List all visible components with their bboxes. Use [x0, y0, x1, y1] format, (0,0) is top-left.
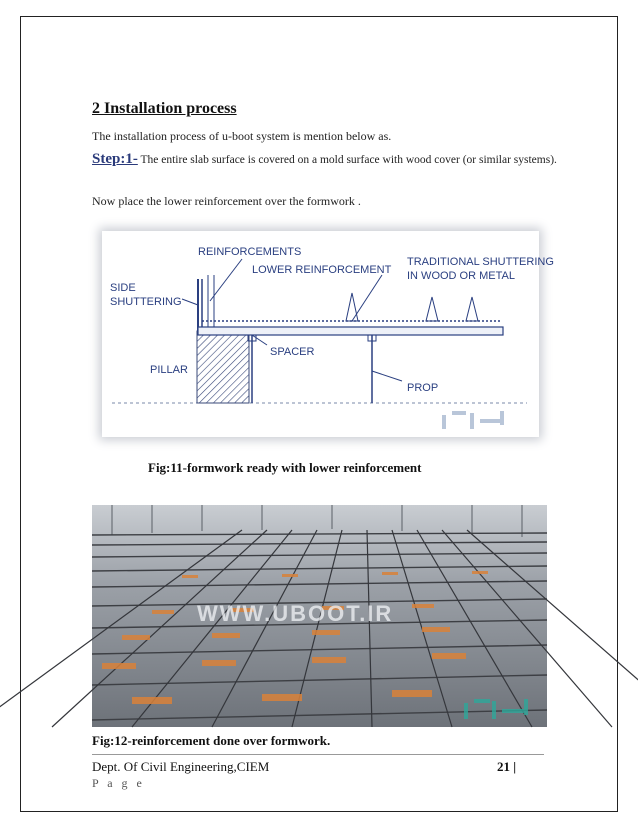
label-traditional-1: TRADITIONAL SHUTTERING — [407, 256, 554, 268]
footer-divider — [92, 754, 544, 755]
formwork-diagram — [102, 231, 554, 437]
step1-label: Step:1- — [92, 151, 138, 167]
footer-page-number: 21 | — [497, 759, 517, 774]
logo-watermark-icon — [442, 411, 504, 429]
watermark-text: WWW.UBOOT.IR — [197, 601, 394, 626]
step1-text: The entire slab surface is covered on a mold surface with wood cover (or similar systems). — [137, 154, 557, 166]
figure1-caption: Fig:11-formwork ready with lower reinforcement — [148, 460, 422, 475]
label-traditional-2: IN WOOD OR METAL — [407, 270, 515, 282]
footer-page-word: P a g e — [92, 776, 145, 790]
label-side-1: SIDE — [110, 282, 136, 294]
label-spacer: SPACER — [270, 346, 315, 358]
label-pillar: PILLAR — [150, 364, 188, 376]
step1-paragraph — [92, 150, 562, 169]
reinforcement-photo — [92, 505, 547, 727]
label-lower-reinforcement: LOWER REINFORCEMENT — [252, 264, 392, 276]
label-prop: PROP — [407, 382, 439, 394]
label-reinforcements: REINFORCEMENTS — [198, 246, 302, 258]
footer-department: Dept. Of Civil Engineering,CIEM — [92, 759, 270, 774]
section-heading: 2 Installation process — [92, 100, 237, 117]
label-side-2: SHUTTERING — [110, 296, 182, 308]
figure2-caption: Fig:12-reinforcement done over formwork. — [92, 733, 331, 748]
step1-next-paragraph: Now place the lower reinforcement over the formwork . — [92, 194, 361, 208]
intro-paragraph: The installation process of u-boot system is mention below as. — [92, 129, 392, 143]
